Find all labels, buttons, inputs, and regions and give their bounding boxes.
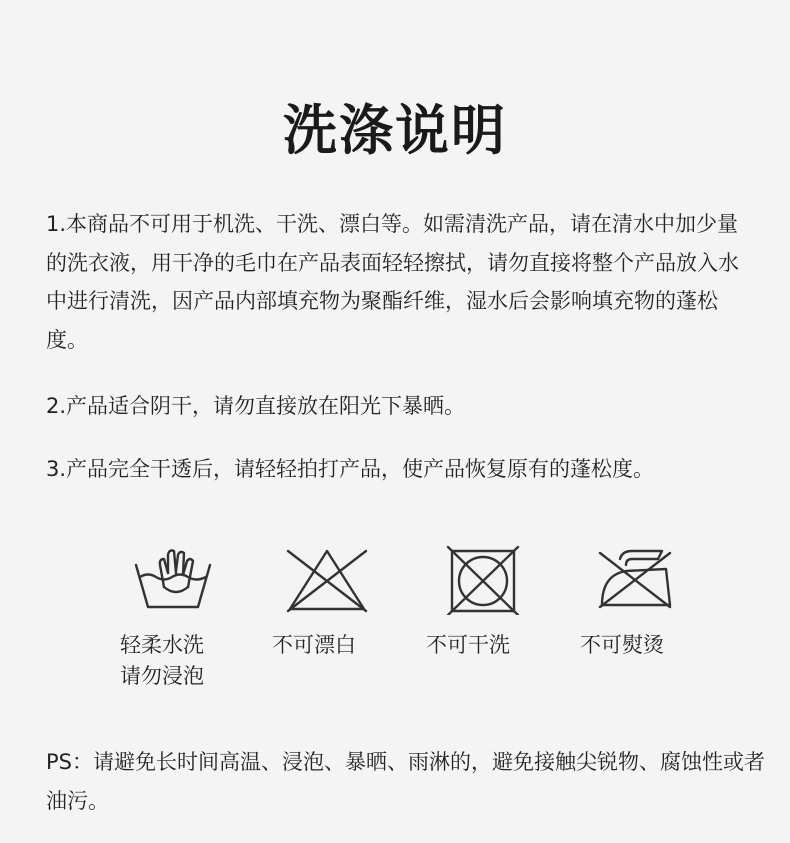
no-dry-clean-label: 不可干洗 bbox=[426, 633, 510, 657]
hand-wash-label: 轻柔水洗 请勿浸泡 bbox=[120, 633, 204, 688]
no-iron-label: 不可熨烫 bbox=[580, 633, 664, 657]
hand-wash-icon bbox=[132, 545, 214, 615]
care-icons-row bbox=[0, 545, 790, 695]
page-title: 洗涤说明 bbox=[283, 99, 507, 162]
ps-note: PS：请避免长时间高温、浸泡、暴晒、雨淋的，避免接触尖锐物、腐蚀性或者油污。 bbox=[46, 750, 765, 813]
instruction-paragraph-3: 3.产品完全干透后，请轻轻拍打产品，使产品恢复原有的蓬松度。 bbox=[46, 457, 655, 481]
no-tumble-dry-icon bbox=[442, 545, 524, 615]
no-bleach-icon bbox=[286, 545, 368, 615]
no-iron-icon bbox=[596, 545, 678, 615]
instruction-paragraph-2: 2.产品适合阴干，请勿直接放在阳光下暴晒。 bbox=[46, 394, 466, 418]
no-bleach-label: 不可漂白 bbox=[272, 633, 356, 657]
instruction-paragraph-1: 1.本商品不可用于机洗、干洗、漂白等。如需清洗产品，请在清水中加少量的洗衣液，用干净的毛巾在产品表面轻轻擦拭，请勿直接将整个产品放入水中进行清洗，因产品内部填充物为聚酯纤维，湿水后会影响填充物的蓬松度。 bbox=[46, 212, 739, 352]
